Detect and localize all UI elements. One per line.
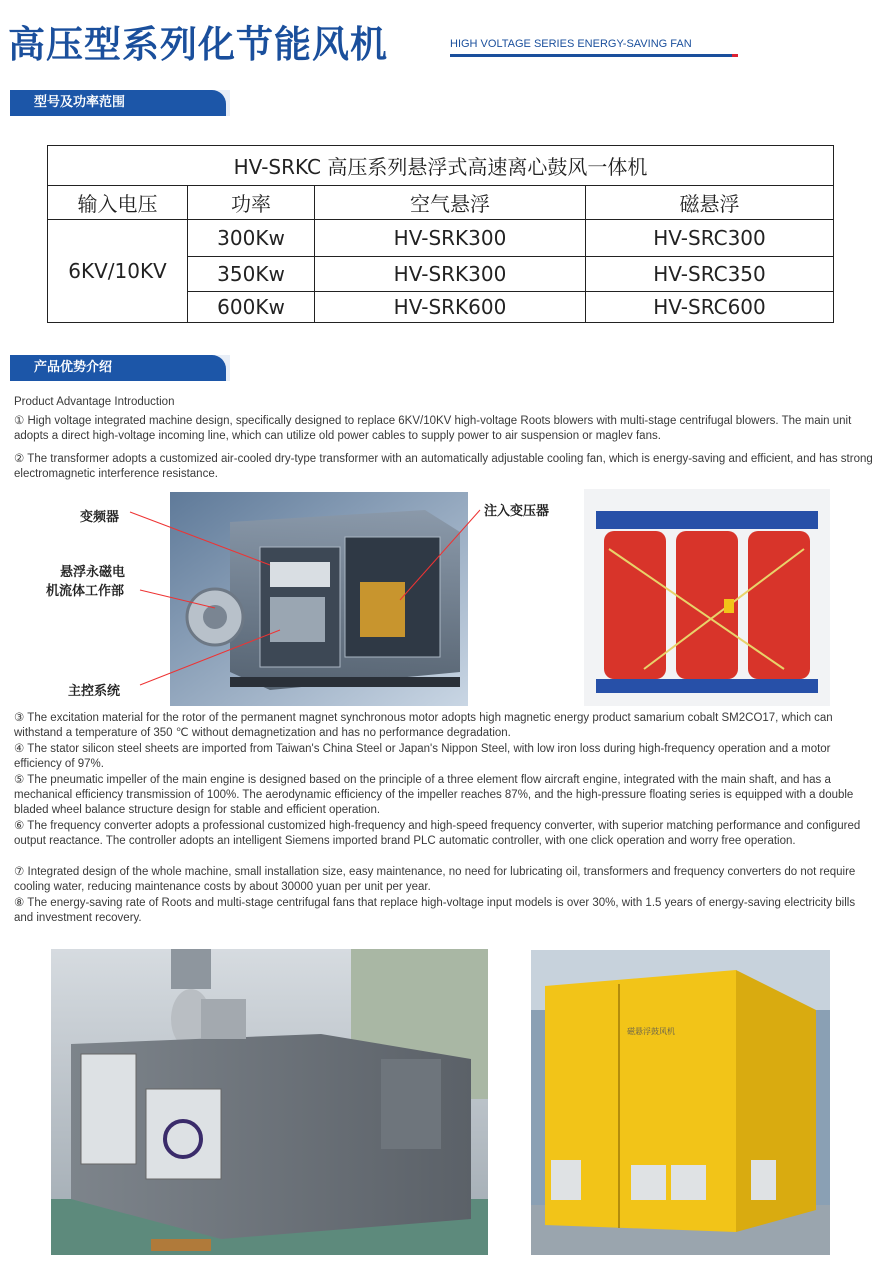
transformer-photo	[584, 489, 830, 706]
cell-voltage: 6KV/10KV	[48, 220, 188, 323]
title-underline	[450, 54, 735, 57]
spec-table	[47, 145, 834, 323]
paragraph-1: ① High voltage integrated machine design, specifically designed to replace 6KV/10KV high-voltage Roots blowers with multi-stage centrifugal blowers. The main unit adopts a direct high-voltage incoming line, which can utilize old power cables to supply power to air suspension or maglev fans.	[14, 415, 852, 442]
cell-power: 300Kw	[188, 220, 315, 257]
page-subtitle: HIGH VOLTAGE SERIES ENERGY-SAVING FAN	[450, 38, 692, 50]
header-air-suspension: 空气悬浮	[315, 186, 586, 220]
header-maglev: 磁悬浮	[586, 186, 834, 220]
cell-air-model: HV-SRK600	[315, 292, 586, 323]
intro-heading: Product Advantage Introduction	[14, 396, 175, 408]
diagram-callout-line-transformer	[380, 500, 490, 610]
label-control: 主控系统	[68, 684, 121, 699]
cell-air-model: HV-SRK300	[315, 257, 586, 292]
paragraph-3: ③ The excitation material for the rotor of the permanent magnet synchronous motor adopts high magnetic energy product samarium cobalt SM2CO17, which can withstand a temperature of 350 ℃ without demagnetization and has no performance degradation.	[14, 712, 833, 739]
paragraph-4: ④ The stator silicon steel sheets are imported from Taiwan's China Steel or Japan's Nippon Steel, with low iron loss during high-frequency operation and a motor efficiency of 97%.	[14, 743, 831, 770]
label-transformer: 注入变压器	[484, 504, 550, 519]
cell-air-model: HV-SRK300	[315, 220, 586, 257]
paragraph-8: ⑧ The energy-saving rate of Roots and multi-stage centrifugal fans that replace high-voltage input models is over 30%, with 1.5 years of energy-saving electricity bills and investment recovery.	[14, 897, 856, 924]
paragraph-2: ② The transformer adopts a customized air-cooled dry-type transformer with an automatically adjustable cooling fan, which is energy-saving and efficient, and has strong electromagnetic interference resistance.	[14, 453, 873, 480]
yellow-cabinet-photo	[531, 950, 830, 1255]
table-title: HV-SRKC 高压系列悬浮式高速离心鼓风一体机	[48, 146, 834, 186]
cabinet-label: 磁悬浮鼓风机	[627, 1027, 675, 1036]
header-voltage: 输入电压	[48, 186, 188, 220]
paragraph-7: ⑦ Integrated design of the whole machine, small installation size, easy maintenance, no need for lubricating oil, transformers and frequency converters do not require cooling water, reducing maintenance costs by about 30000 yuan per unit per year.	[14, 866, 856, 893]
cell-maglev-model: HV-SRC350	[586, 257, 834, 292]
table-row	[48, 220, 834, 257]
cell-maglev-model: HV-SRC300	[586, 220, 834, 257]
title-underline-accent	[732, 54, 738, 57]
cell-power: 600Kw	[188, 292, 315, 323]
paragraph-6: ⑥ The frequency converter adopts a professional customized high-frequency and high-speed frequency converter, with superior matching performance and configured output reactance. The controller adopts an intelligent Siemens imported brand PLC automatic controller, with one click operation and worry free operation.	[14, 820, 861, 847]
label-inverter: 变频器	[80, 510, 120, 525]
page-title: 高压型系列化节能风机	[8, 23, 388, 66]
label-motor-line2: 机流体工作部	[46, 584, 125, 599]
grey-blower-photo	[51, 949, 488, 1255]
section-models-tab: 型号及功率范围	[10, 90, 226, 116]
header-power: 功率	[188, 186, 315, 220]
section-advantages-tab: 产品优势介绍	[10, 355, 226, 381]
label-motor-line1: 悬浮永磁电	[60, 565, 126, 580]
cell-maglev-model: HV-SRC600	[586, 292, 834, 323]
paragraph-5: ⑤ The pneumatic impeller of the main engine is designed based on the principle of a three element flow aircraft engine, integrated with the main shaft, and has a mechanical efficiency transmission of 100%. The aerodynamic efficiency of the impeller reaches 87%, and the high-pressure floating series is equipped with a double bladed wheel balance structure design for stable and efficient operation.	[14, 774, 854, 816]
cell-power: 350Kw	[188, 257, 315, 292]
